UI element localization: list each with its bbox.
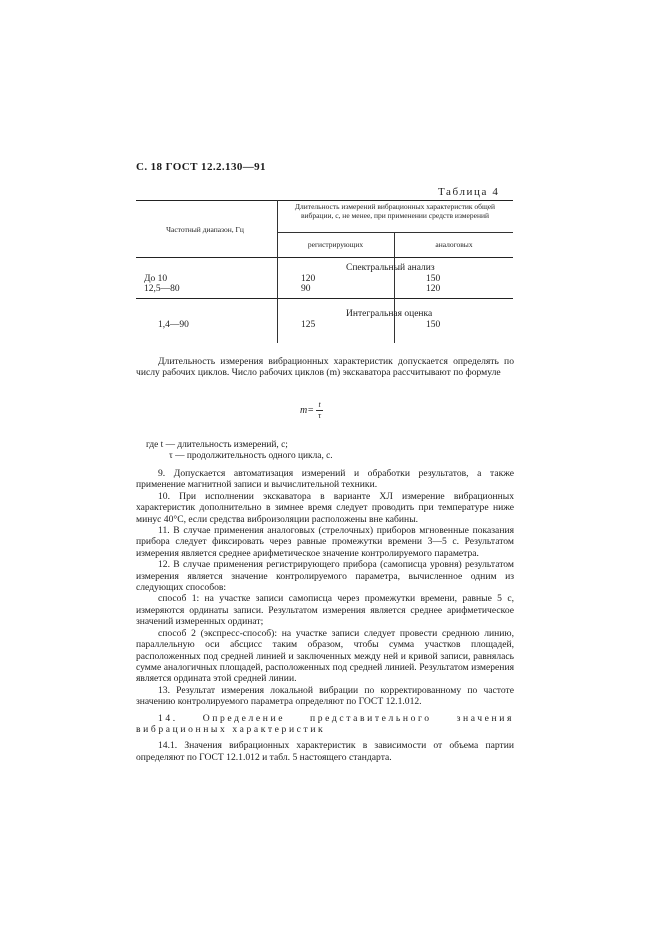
table-row-range: 12,5—80	[144, 284, 180, 294]
paragraph-11: 11. В случае применения аналоговых (стрелочных) приборов мгновенные показания прибора следует фиксировать через равные промежутки времени 3—5 с. Результатом измерения является среднее арифметическое значение контролируемого параметра.	[136, 525, 514, 559]
paragraph-14-1: 14.1. Значения вибрационных характеристик в зависимости от объема партии определяют по ГОСТ 12.1.012 и табл. 5 настоящего стандарта.	[136, 740, 514, 763]
formula-numerator: t	[318, 400, 321, 409]
table-header-rule	[136, 257, 513, 258]
table-row-registering: 90	[301, 284, 311, 294]
paragraph-9: 9. Допускается автоматизация измерений и обработки результатов, а также применение магнитной записи и вычислительной техники.	[136, 468, 514, 491]
method-1: способ 1: на участке записи самописца через промежутки времени, равные 5 с, измеряются ординаты записи. Результатом измерения является среднее арифметическое значений измеренных ординат;	[136, 593, 514, 628]
formula-fraction	[316, 400, 322, 421]
section-title-spectral: Спектральный анализ	[346, 263, 435, 273]
table-row-analog: 150	[426, 274, 441, 284]
table-row-range: До 10	[144, 274, 168, 284]
table-row-analog: 120	[426, 284, 441, 294]
col-group-header: Длительность измерений вибрационных характеристик общей вибрации, с, не менее, при применении средств измерений	[294, 202, 496, 220]
section-title-integral: Интегральная оценка	[346, 309, 433, 319]
paragraph-13: 13. Результат измерения локальной вибрации по корректированному по частоте значению контролируемого параметра определяют по ГОСТ 12.1.012.	[136, 684, 514, 708]
table-subheader-rule	[277, 232, 513, 233]
page-header: С. 18 ГОСТ 12.2.130—91	[136, 161, 266, 173]
subcol-header-analog: аналоговых	[435, 240, 473, 249]
paragraph-12: 12. В случае применения регистрирующего прибора (самописца уровня) результатом измерения является значение контролируемого параметра, вычисленное одним из следующих способов:	[136, 559, 514, 594]
intro-text: Длительность измерения вибрационных характеристик допускается определять по числу рабочих циклов. Число рабочих циклов (m) экскаватора рассчитывают по формуле	[136, 356, 514, 379]
table-row-registering: 120	[301, 274, 316, 284]
legend-line-t: где t — длительность измерений, с;	[146, 440, 288, 450]
formula	[300, 400, 323, 421]
table-top-rule	[136, 200, 513, 201]
formula-lhs: m=	[300, 404, 314, 416]
paragraph-10: 10. При исполнении экскаватора в варианте ХЛ измерение вибрационных характеристик дополнительно в зимнее время следует проводить при температуре ниже минус 40°С, если средства виброизоляции расположены вне кабины.	[136, 490, 514, 525]
method-2: способ 2 (экспресс-способ): на участке записи следует провести среднюю линию, параллельную оси абсцисс таким образом, чтобы сумма участков площадей, расположенных под средней линией и заключенных между ней и кривой записи, равнялась сумме аналогичных площадей, расположенных под средней линией. Результатом измерения является ордината этой средней линии.	[136, 627, 514, 685]
formula-legend	[146, 440, 333, 462]
table-row-range: 1,4—90	[158, 320, 189, 330]
legend-line-tau: τ — продолжительность одного цикла, с.	[169, 451, 333, 461]
col-header-frequency: Частотный диапазон, Гц	[166, 225, 244, 234]
table-caption: Таблица 4	[438, 186, 500, 198]
formula-denominator: τ	[318, 411, 322, 420]
main-text	[136, 468, 514, 763]
table-col-divider	[277, 200, 278, 343]
subcol-header-registering: регистрирующих	[307, 240, 364, 249]
section-14-heading: 14. Определение представительного значения вибрационных характеристик	[136, 712, 514, 735]
table-section-rule	[136, 298, 513, 299]
table-row-registering: 125	[301, 320, 316, 330]
data-table	[136, 200, 513, 343]
table-row-analog: 150	[426, 320, 441, 330]
intro-paragraph	[136, 356, 514, 379]
